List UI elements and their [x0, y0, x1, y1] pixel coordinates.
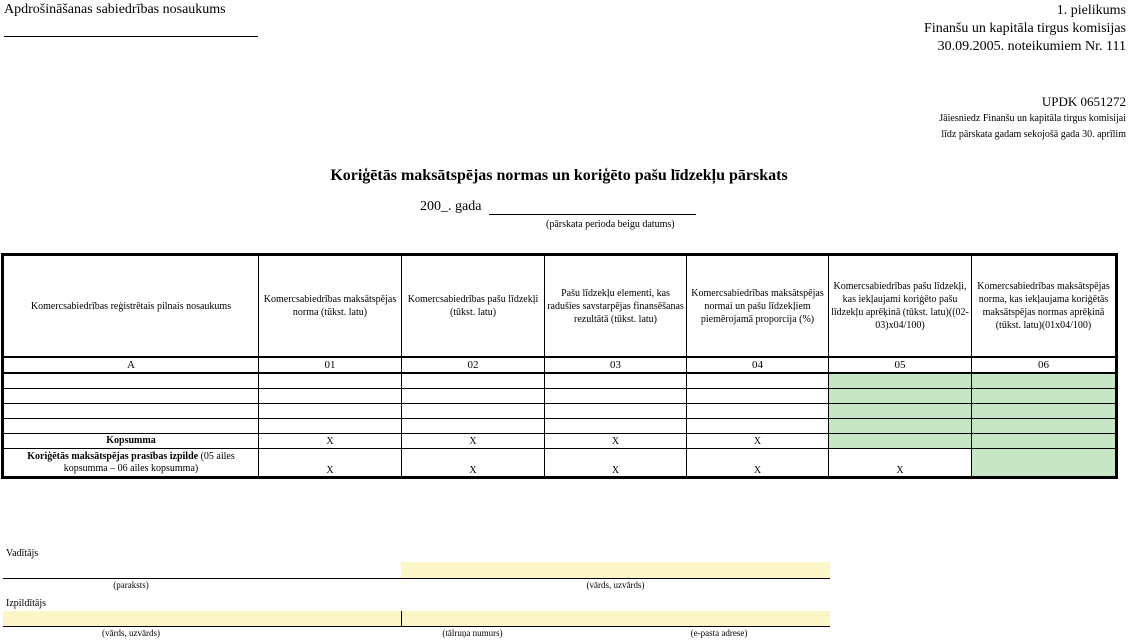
- header-cross-financing: Pašu līdzekļu elementi, kas radušies savstarpējas finansēšanas rezultātā (tūkst. latu): [545, 256, 687, 358]
- column-code: 01: [259, 357, 402, 373]
- input-cell[interactable]: [687, 404, 829, 419]
- x-mark: X: [687, 449, 829, 477]
- x-mark: X: [829, 449, 972, 477]
- table-row: [4, 389, 1116, 404]
- computed-cell: [972, 449, 1116, 477]
- column-code: 05: [829, 357, 972, 373]
- fulfilment-label-bold: Koriģētās maksātspējas prasības izpilde: [27, 450, 199, 462]
- input-cell[interactable]: [4, 389, 259, 404]
- email-field[interactable]: [544, 611, 830, 627]
- insurer-name-label: Apdrošināšanas sabiedrības nosaukums: [4, 2, 226, 17]
- computed-cell: [972, 419, 1116, 434]
- manager-label: Vadītājs: [6, 548, 39, 559]
- input-cell[interactable]: [402, 389, 545, 404]
- column-code: 06: [972, 357, 1116, 373]
- form-code-block: [939, 93, 1126, 143]
- report-table: [3, 255, 1116, 477]
- phone-field[interactable]: [401, 611, 545, 627]
- x-mark: X: [545, 434, 687, 449]
- period-prefix: 200_. gada: [420, 199, 482, 214]
- header-company-name: Komercsabiedrības reģistrētais pilnais nosaukums: [4, 256, 259, 358]
- period-date-field[interactable]: [489, 214, 696, 215]
- submission-note-line-2: līdz pārskata gadam sekojošā gada 30. aprīlim: [941, 129, 1126, 140]
- table-row: [4, 404, 1116, 419]
- input-cell[interactable]: [402, 419, 545, 434]
- preparer-label: Izpildītājs: [6, 598, 46, 609]
- fulfilment-row: [4, 449, 1116, 477]
- email-hint: (e-pasta adrese): [690, 628, 748, 638]
- computed-cell: [972, 373, 1116, 389]
- computed-cell: [972, 404, 1116, 419]
- column-code: 03: [545, 357, 687, 373]
- computed-cell: [829, 389, 972, 404]
- input-cell[interactable]: [4, 404, 259, 419]
- computed-cell: [972, 389, 1116, 404]
- input-cell[interactable]: [402, 404, 545, 419]
- input-cell[interactable]: [4, 373, 259, 389]
- header-own-funds: Komercsabiedrības pašu līdzekļi (tūkst. latu): [402, 256, 545, 358]
- input-cell[interactable]: [402, 373, 545, 389]
- fulfilment-label-rest: (05 ailes kopsumma – 06 ailes kopsumma): [63, 450, 235, 474]
- report-title: Koriģētās maksātspējas normas un koriģēto pašu līdzekļu pārskats: [330, 167, 788, 184]
- input-cell[interactable]: [545, 373, 687, 389]
- column-code: A: [4, 357, 259, 373]
- total-label: Kopsumma: [4, 434, 259, 449]
- input-cell[interactable]: [4, 419, 259, 434]
- header-proportion: Komercsabiedrības maksātspējas normai un pašu līdzekļiem piemērojamā proporcija (%): [687, 256, 829, 358]
- fulfilment-label: [4, 449, 259, 477]
- column-code: 04: [687, 357, 829, 373]
- computed-cell: [829, 404, 972, 419]
- table-row: [4, 419, 1116, 434]
- manager-signature-field[interactable]: [3, 578, 401, 579]
- x-mark: X: [545, 449, 687, 477]
- manager-name-hint: (vārds, uzvārds): [586, 580, 645, 590]
- x-mark: X: [402, 449, 545, 477]
- input-cell[interactable]: [259, 373, 402, 389]
- input-cell[interactable]: [545, 419, 687, 434]
- phone-hint: (tālruņa numurs): [442, 628, 503, 638]
- x-mark: X: [687, 434, 829, 449]
- column-code: 02: [402, 357, 545, 373]
- input-cell[interactable]: [545, 389, 687, 404]
- insurer-name-field[interactable]: [4, 36, 258, 37]
- table-header-row: [4, 256, 1116, 358]
- input-cell[interactable]: [545, 404, 687, 419]
- annex-reference: [924, 2, 1126, 56]
- input-cell[interactable]: [259, 419, 402, 434]
- manager-signature-hint: (paraksts): [113, 580, 149, 590]
- input-cell[interactable]: [687, 419, 829, 434]
- computed-cell: [972, 434, 1116, 449]
- computed-cell: [829, 373, 972, 389]
- header-adjusted-solvency-margin: Komercsabiedrības maksātspējas norma, kas iekļaujama koriģētās maksātspējas normas aprēķinā (tūkst. latu)(01x04/100): [972, 256, 1116, 358]
- input-cell[interactable]: [259, 389, 402, 404]
- x-mark: X: [259, 449, 402, 477]
- header-adjusted-own-funds: Komercsabiedrības pašu līdzekļi, kas iekļaujami koriģēto pašu līdzekļu aprēķinā (tūkst. latu)((02-03)x04/100): [829, 256, 972, 358]
- annex-authority: Finanšu un kapitāla tirgus komisijas: [924, 21, 1126, 36]
- input-cell[interactable]: [687, 389, 829, 404]
- submission-note-line-1: Jāiesniedz Finanšu un kapitāla tirgus komisijai: [939, 113, 1126, 124]
- preparer-name-hint: (vārds, uzvārds): [102, 628, 160, 638]
- annex-number: 1. pielikums: [1056, 3, 1126, 18]
- manager-name-field[interactable]: [401, 562, 830, 579]
- computed-cell: [829, 419, 972, 434]
- total-row: [4, 434, 1116, 449]
- preparer-name-field[interactable]: [3, 611, 401, 627]
- header-solvency-margin: Komercsabiedrības maksātspējas norma (tūkst. latu): [259, 256, 402, 358]
- table-row: [4, 373, 1116, 389]
- column-code-row: [4, 357, 1116, 373]
- x-mark: X: [402, 434, 545, 449]
- period-hint: (pārskata perioda beigu datums): [546, 219, 675, 230]
- form-code: UPDK 0651272: [1041, 94, 1126, 109]
- x-mark: X: [259, 434, 402, 449]
- annex-regulation: 30.09.2005. noteikumiem Nr. 111: [937, 39, 1126, 54]
- computed-cell: [829, 434, 972, 449]
- input-cell[interactable]: [687, 373, 829, 389]
- input-cell[interactable]: [259, 404, 402, 419]
